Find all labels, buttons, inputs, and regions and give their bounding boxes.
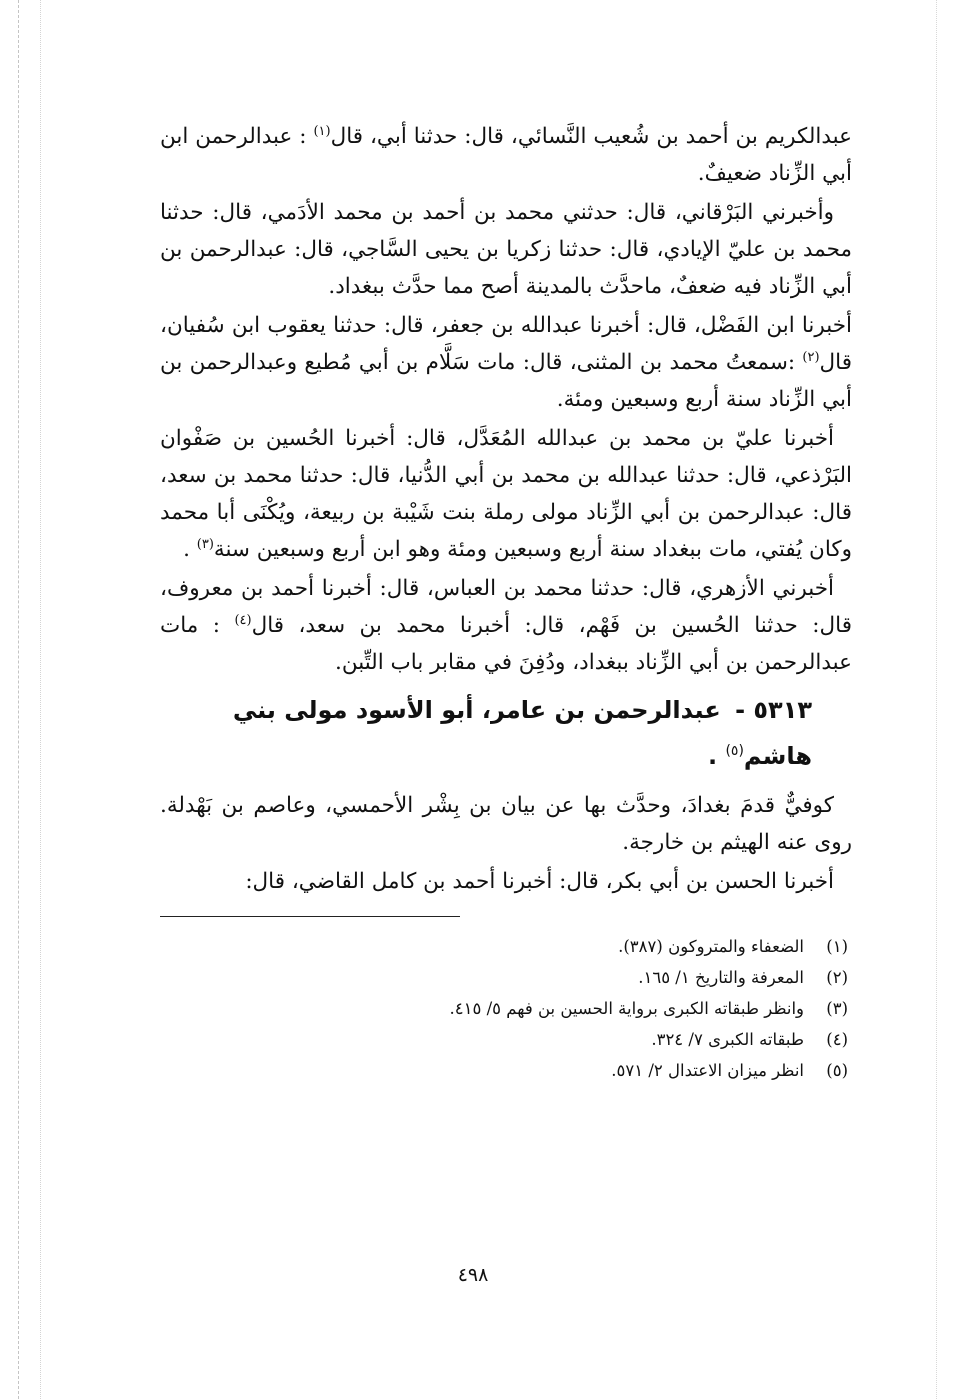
footnote — [160, 1055, 848, 1086]
paragraph — [160, 194, 852, 305]
footnote-ref: (٥) — [725, 743, 744, 759]
footnote-number: (٤) — [826, 1030, 848, 1049]
footnote-number: (٢) — [826, 968, 848, 987]
paragraph-text: وأخبرني البَرْقاني، قال: حدثني محمد بن أحمد بن محمد الأدَمي، قال: حدثنا محمد بن عليّ الإيادي، قال: حدثنا زكريا بن يحيى السَّاجي، قال: عبدالرحمن بن أبي الزِّناد فيه ضعفٌ، ماحدَّث بالمدينة أصح مما حدَّث ببغداد. — [160, 200, 852, 299]
paragraph-text: : مات عبدالرحمن بن أبي الزِّناد ببغداد، ودُفِنَ في مقابر باب التِّبن. — [160, 613, 852, 675]
footnote-ref: (٢) — [802, 349, 820, 365]
footnote-text: انظر ميزان الاعتدال ٢/ ٥٧١. — [611, 1061, 804, 1080]
paragraphs-before-heading — [160, 118, 852, 681]
footnote-ref: (٤) — [234, 612, 252, 628]
paragraph-text: أخبرني الأزهري، قال: حدثنا محمد بن العباس، قال: أخبرنا أحمد بن معروف، قال: حدثنا الحُسين بن فَهْم، قال: أخبرنا محمد بن سعد، قال — [160, 576, 852, 638]
paragraph — [160, 863, 852, 900]
paragraph-text: :سمعتُ محمد بن المثنى، قال: مات سَلَّام بن أبي مُطيع وعبدالرحمن بن أبي الزِّناد سنة أربع وسبعين ومئة. — [160, 350, 852, 412]
paragraph — [160, 307, 852, 418]
footnote-text: وانظر طبقاته الكبرى برواية الحسين بن فهم ٥/ ٤١٥. — [449, 999, 804, 1018]
footnote-ref: (٣) — [196, 536, 214, 552]
scan-edge-line — [40, 0, 41, 1399]
footnote — [160, 962, 848, 993]
footnote-text: المعرفة والتاريخ ١/ ١٦٥. — [638, 968, 804, 987]
document-page — [160, 118, 852, 1086]
footnote — [160, 993, 848, 1024]
paragraph-text: أخبرنا الحسن بن أبي بكر، قال: أخبرنا أحمد بن كامل القاضي، قال: — [245, 869, 834, 894]
entry-heading-end: . — [707, 742, 726, 770]
paragraph — [160, 420, 852, 568]
footnote — [160, 931, 848, 962]
paragraph-text: كوفيٌّ قدمَ بغدادَ، وحدَّث بها عن بيان بن بِشْر الأحمسي، وعاصم بن بَهْدلة. روى عنه الهيثم بن خارجة. — [160, 793, 852, 855]
scan-edge-line — [18, 0, 19, 1399]
entry-heading — [160, 687, 852, 779]
entry-number: ٥٣١٣ - — [735, 696, 812, 724]
paragraphs-after-heading — [160, 787, 852, 900]
page-number: ٤٩٨ — [457, 1264, 489, 1286]
entry-title: عبدالرحمن بن عامر، أبو الأسود مولى بني هاشم — [232, 696, 812, 770]
paragraph-text: عبدالكريم بن أحمد بن شُعيب النَّسائي، قال: حدثنا أبي، قال — [330, 124, 852, 149]
footnote-number: (٥) — [826, 1061, 848, 1080]
paragraph-text: : عبدالرحمن ابن أبي الزِّناد ضعيفٌ. — [160, 124, 852, 186]
footnote-text: طبقاته الكبرى ٧/ ٣٢٤. — [651, 1030, 804, 1049]
footnotes — [160, 931, 852, 1086]
paragraph-text: أخبرنا عليّ بن محمد بن عبدالله المُعَدَّل، قال: أخبرنا الحُسين بن صَفْوان البَرْذعي، قال: حدثنا عبدالله بن محمد بن أبي الدُّنيا، قال: حدثنا محمد بن سعد، قال: عبدالرحمن بن أبي الزِّناد مولى رملة بنت شَيْبة بن ربيعة، ويُكْنَى أبا محمد وكان يُفتي، مات ببغداد سنة أربع وسبعين ومئة وهو ابن أربع وسبعين سنة — [160, 426, 852, 562]
footnote-ref: (١) — [313, 123, 331, 139]
paragraph — [160, 570, 852, 681]
paragraph-text: . — [183, 537, 197, 562]
footnote-number: (١) — [826, 937, 848, 956]
scan-edge-line — [936, 0, 937, 1399]
footnote — [160, 1024, 848, 1055]
paragraph — [160, 787, 852, 861]
paragraph — [160, 118, 852, 192]
footnote-divider — [160, 916, 460, 917]
paragraph-text: أخبرنا ابن الفَضْل، قال: أخبرنا عبدالله بن جعفر، قال: حدثنا يعقوب ابن سُفيان، قال — [160, 313, 852, 375]
footnote-number: (٣) — [826, 999, 848, 1018]
footnote-text: الضعفاء والمتروكون (٣٨٧). — [618, 937, 804, 956]
main-text — [160, 118, 852, 900]
